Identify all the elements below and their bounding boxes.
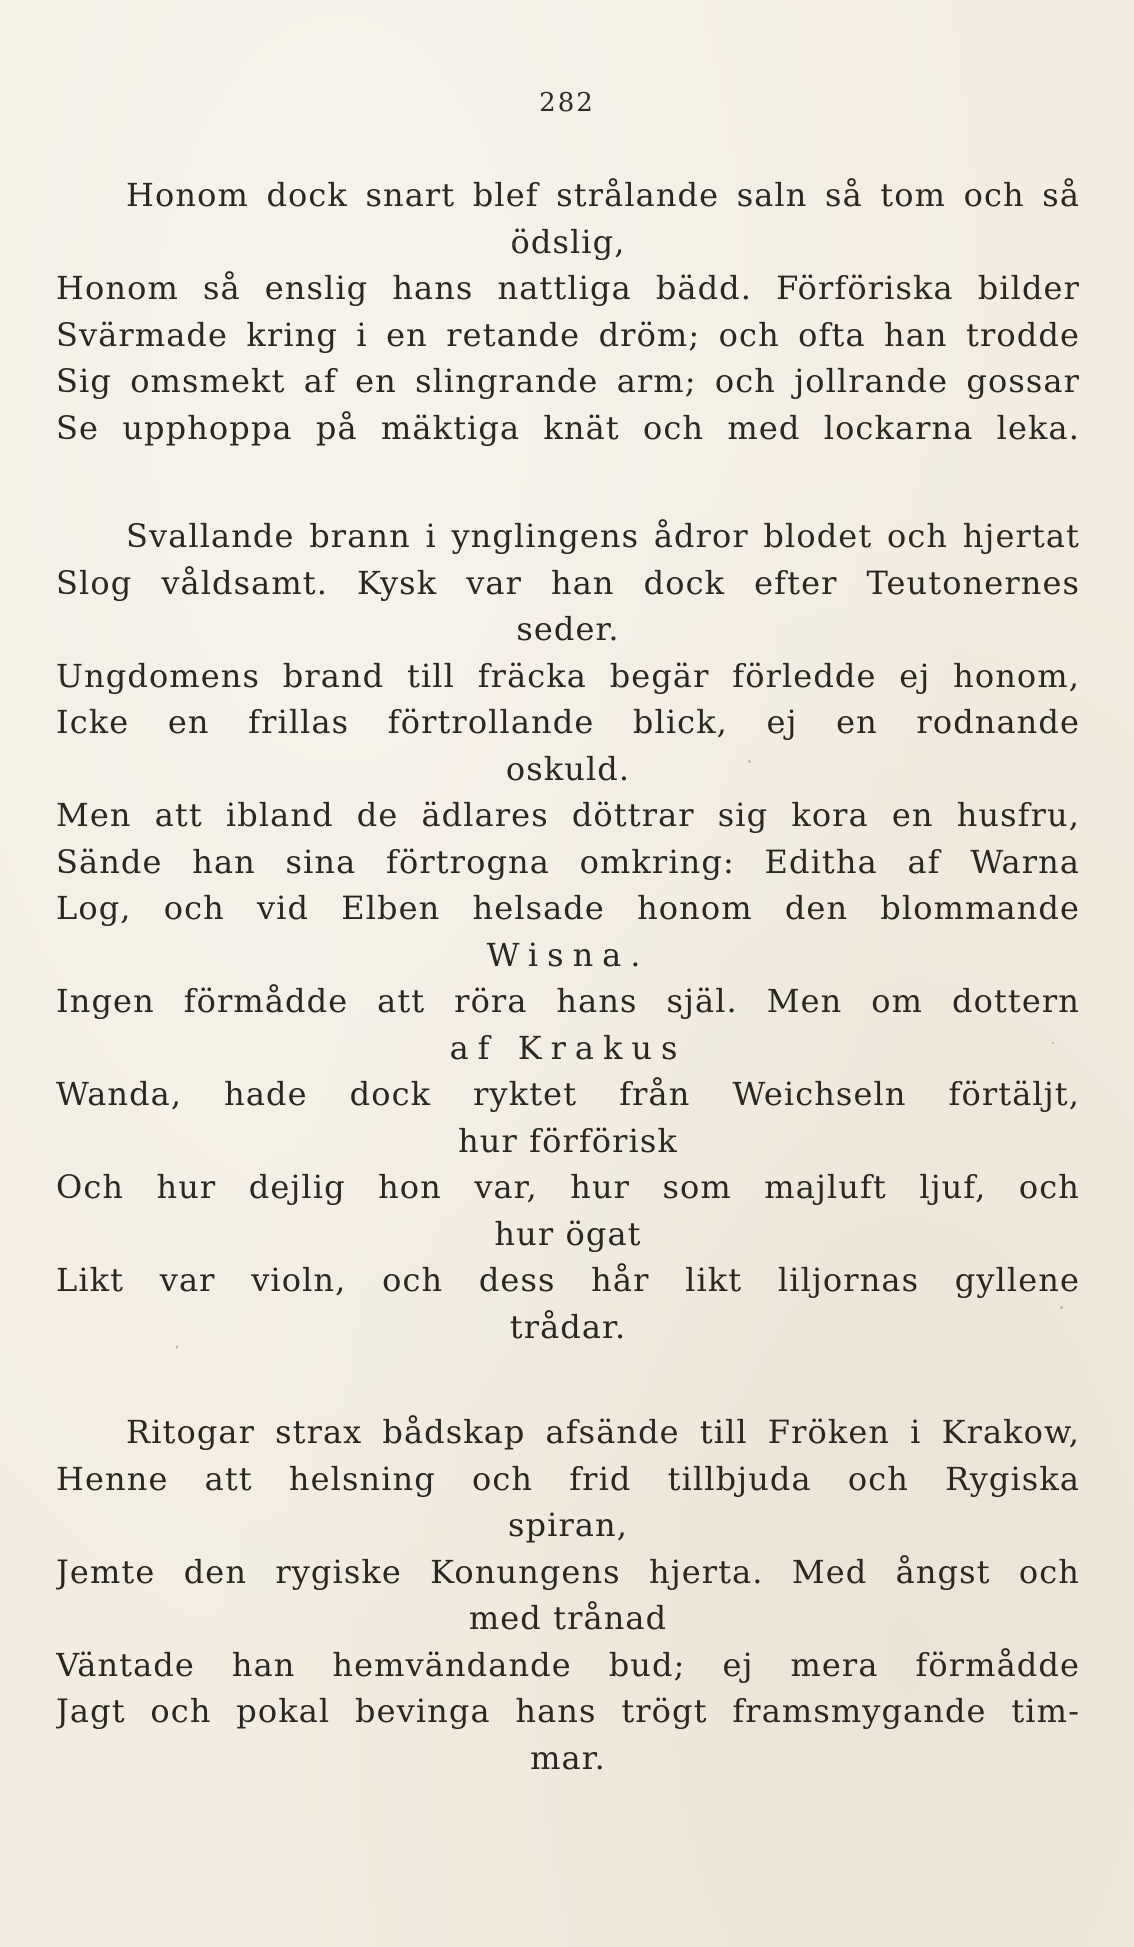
verse-line: Jemte den rygiske Konungens hjerta. Med ångst och xyxy=(56,1552,1080,1591)
verse-line: ödslig, xyxy=(510,222,626,261)
verse-line: Henne att helsning och frid tillbjuda och Rygiska xyxy=(56,1459,1080,1498)
verse-line: Slog våldsamt. Kysk var han dock efter Teutonernes xyxy=(56,563,1080,602)
verse-line: hur ögat xyxy=(494,1214,642,1253)
paper-speck xyxy=(1052,1042,1054,1044)
verse-line: oskuld. xyxy=(505,749,631,788)
paper-speck xyxy=(176,1345,178,1349)
verse-line: Men att ibland de ädlares döttrar sig kora en husfru, xyxy=(56,796,1080,834)
verse-line: seder. xyxy=(516,610,620,648)
verse-line: Sig omsmekt af en slingrande arm; och jollrande gossar xyxy=(56,362,1080,400)
verse-line: spiran, xyxy=(508,1506,628,1544)
verse-line: Ritogar strax bådskap afsände till Fröken i Krakow, xyxy=(126,1413,1080,1451)
verse-line: Ungdomens brand till fräcka begär förledde ej honom, xyxy=(56,656,1080,695)
verse-line: af Krakus xyxy=(449,1028,687,1067)
verse-line: Svallande brann i ynglingens ådror blodet och hjertat xyxy=(126,517,1080,555)
verse-line: Jagt och pokal bevinga hans trögt framsmygande tim- xyxy=(56,1692,1080,1730)
verse-line: Wanda, hade dock ryktet från Weichseln förtäljt, xyxy=(56,1075,1080,1113)
stanza-2 xyxy=(56,513,1080,1350)
verse-line: Ingen förmådde att röra hans själ. Men om dottern xyxy=(56,982,1080,1020)
stanza-1 xyxy=(56,172,1080,451)
verse-line: mar. xyxy=(530,1738,606,1777)
verse-line: Log, och vid Elben helsade honom den blommande xyxy=(56,889,1080,927)
paper-speck xyxy=(748,760,751,763)
verse-line: Honom så enslig hans nattliga bädd. Förföriska bilder xyxy=(56,269,1080,307)
stanza-3 xyxy=(56,1409,1080,1781)
verse-line: trådar. xyxy=(509,1307,627,1346)
verse-line: med trånad xyxy=(468,1599,668,1637)
verse-line: Väntade han hemvändande bud; ej mera förmådde xyxy=(56,1645,1080,1684)
verse-line: Wisna. xyxy=(486,935,650,974)
verse-line: hur förförisk xyxy=(458,1121,678,1160)
paper-speck xyxy=(512,243,515,246)
verse-line: Se upphoppa på mäktiga knät och med lockarna leka. xyxy=(56,408,1080,447)
paper-speck xyxy=(1060,1306,1063,1309)
verse-line: Honom dock snart blef strålande saln så tom och så xyxy=(126,176,1080,214)
verse-line: Svärmade kring i en retande dröm; och ofta han trodde xyxy=(56,315,1080,354)
verse-line: Icke en frillas förtrollande blick, ej en rodnande xyxy=(56,703,1080,741)
verse-line: Likt var violn, och dess hår likt liljornas gyllene xyxy=(56,1261,1080,1299)
verse-line: Och hur dejlig hon var, hur som majluft ljuf, och xyxy=(56,1168,1080,1206)
verse-line: Sände han sina förtrogna omkring: Editha af Warna xyxy=(56,842,1080,881)
page-number: 282 xyxy=(539,88,595,118)
